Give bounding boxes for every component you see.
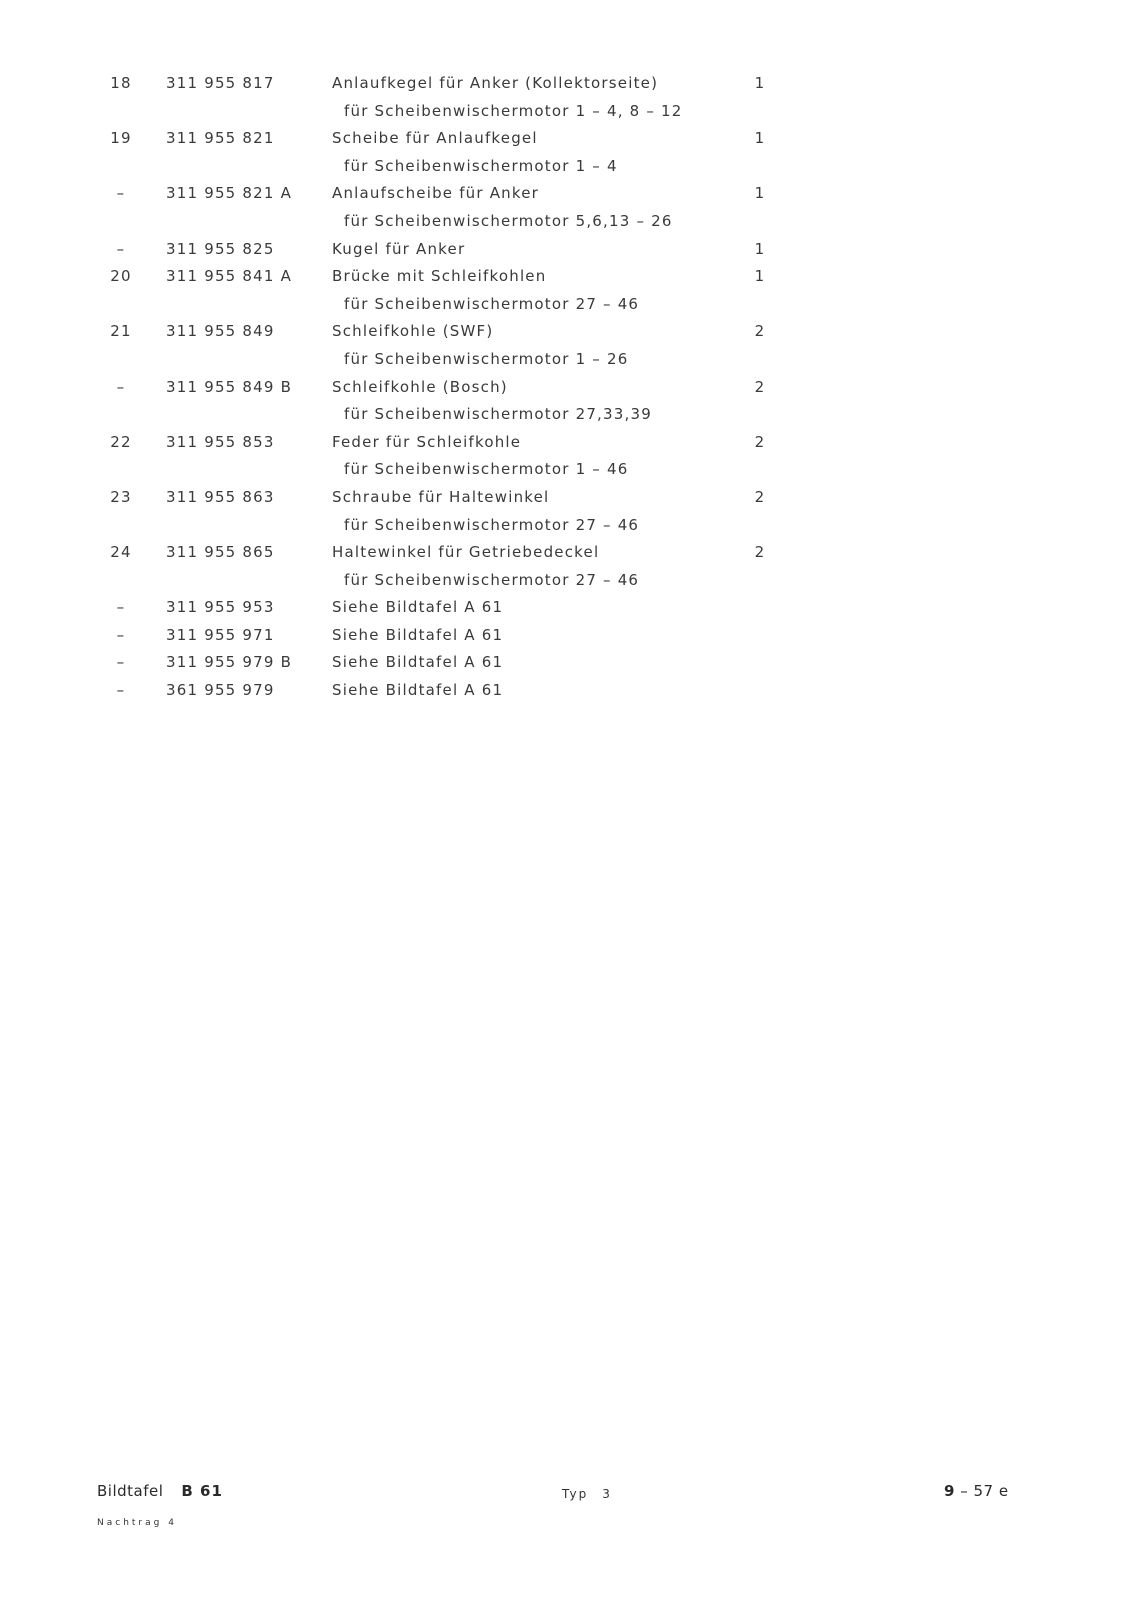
position-number: – (116, 625, 126, 644)
position-number: 22 (110, 432, 132, 451)
footer-note: Nachtrag 4 (97, 1518, 177, 1528)
description: Siehe Bildtafel A 61 (332, 598, 504, 617)
part-number: 311 955 865 (166, 543, 275, 562)
quantity: 1 (754, 239, 766, 258)
description: Haltewinkel für Getriebedeckel (332, 543, 600, 562)
description: für Scheibenwischermotor 1 – 4, 8 – 12 (344, 101, 683, 120)
position-number: – (116, 377, 126, 396)
quantity: 2 (754, 322, 766, 341)
part-number: 311 955 953 (166, 598, 275, 617)
quantity: 1 (754, 129, 766, 148)
parts-row-continuation (0, 291, 1143, 319)
position-number: 19 (110, 129, 132, 148)
type-label: Typ (562, 1487, 589, 1501)
parts-row (0, 180, 1143, 208)
part-number: 311 955 979 B (166, 653, 293, 672)
part-number: 311 955 849 B (166, 377, 293, 396)
description: Anlaufscheibe für Anker (332, 184, 540, 203)
parts-row (0, 263, 1143, 291)
quantity: 2 (754, 487, 766, 506)
part-number: 311 955 821 (166, 129, 275, 148)
quantity: 2 (754, 543, 766, 562)
part-number: 311 955 853 (166, 432, 275, 451)
parts-row (0, 374, 1143, 402)
description: Kugel für Anker (332, 239, 466, 258)
part-number: 311 955 817 (166, 74, 275, 92)
parts-row (0, 318, 1143, 346)
parts-row (0, 649, 1143, 677)
position-number: – (116, 184, 126, 203)
description: für Scheibenwischermotor 1 – 46 (344, 460, 629, 479)
description: für Scheibenwischermotor 27 – 46 (344, 294, 640, 313)
description: für Scheibenwischermotor 27 – 46 (344, 570, 640, 589)
parts-row (0, 236, 1143, 264)
part-number: 311 955 841 A (166, 267, 293, 286)
description: Schraube für Haltewinkel (332, 487, 550, 506)
page-number-bold: 9 (944, 1482, 955, 1500)
position-number: 18 (110, 74, 132, 92)
description: Siehe Bildtafel A 61 (332, 653, 504, 672)
parts-row (0, 429, 1143, 457)
parts-row-continuation (0, 346, 1143, 374)
parts-row (0, 125, 1143, 153)
position-number: 23 (110, 487, 132, 506)
parts-row (0, 677, 1143, 705)
part-number: 311 955 825 (166, 239, 275, 258)
description: für Scheibenwischermotor 27 – 46 (344, 515, 640, 534)
position-number: 21 (110, 322, 132, 341)
footer-plate (97, 1482, 223, 1500)
description: Siehe Bildtafel A 61 (332, 625, 504, 644)
description: Brücke mit Schleifkohlen (332, 267, 547, 286)
parts-row-continuation (0, 208, 1143, 236)
parts-row-continuation (0, 456, 1143, 484)
position-number: 20 (110, 267, 132, 286)
quantity: 2 (754, 432, 766, 451)
parts-row (0, 594, 1143, 622)
footer-type (562, 1487, 612, 1501)
description: für Scheibenwischermotor 27,33,39 (344, 405, 652, 424)
plate-label: Bildtafel (97, 1482, 164, 1500)
parts-row-continuation (0, 567, 1143, 595)
part-number: 311 955 863 (166, 487, 275, 506)
parts-row (0, 484, 1143, 512)
quantity: 1 (754, 74, 766, 92)
position-number: – (116, 681, 126, 700)
position-number: – (116, 653, 126, 672)
parts-row-continuation (0, 401, 1143, 429)
position-number: – (116, 598, 126, 617)
parts-table (0, 70, 1143, 705)
description: für Scheibenwischermotor 5,6,13 – 26 (344, 211, 673, 230)
part-number: 311 955 849 (166, 322, 275, 341)
position-number: – (116, 239, 126, 258)
description: für Scheibenwischermotor 1 – 4 (344, 156, 618, 175)
quantity: 1 (754, 267, 766, 286)
parts-row-continuation (0, 512, 1143, 540)
description: für Scheibenwischermotor 1 – 26 (344, 349, 629, 368)
part-number: 311 955 971 (166, 625, 275, 644)
description: Schleifkohle (Bosch) (332, 377, 508, 396)
parts-row-continuation (0, 153, 1143, 181)
parts-row (0, 70, 1143, 98)
part-number: 311 955 821 A (166, 184, 293, 203)
description: Scheibe für Anlaufkegel (332, 129, 538, 148)
parts-row-continuation (0, 98, 1143, 126)
parts-row (0, 622, 1143, 650)
plate-number: B 61 (181, 1482, 223, 1500)
quantity: 1 (754, 184, 766, 203)
parts-row (0, 539, 1143, 567)
description: Schleifkohle (SWF) (332, 322, 494, 341)
type-value: 3 (602, 1487, 612, 1501)
part-number: 361 955 979 (166, 681, 275, 700)
page-number-rest: – 57 e (954, 1482, 1009, 1500)
description: Siehe Bildtafel A 61 (332, 681, 504, 700)
footer-page-number (944, 1482, 1009, 1500)
position-number: 24 (110, 543, 132, 562)
quantity: 2 (754, 377, 766, 396)
description: Anlaufkegel für Anker (Kollektorseite) (332, 74, 659, 92)
description: Feder für Schleifkohle (332, 432, 522, 451)
